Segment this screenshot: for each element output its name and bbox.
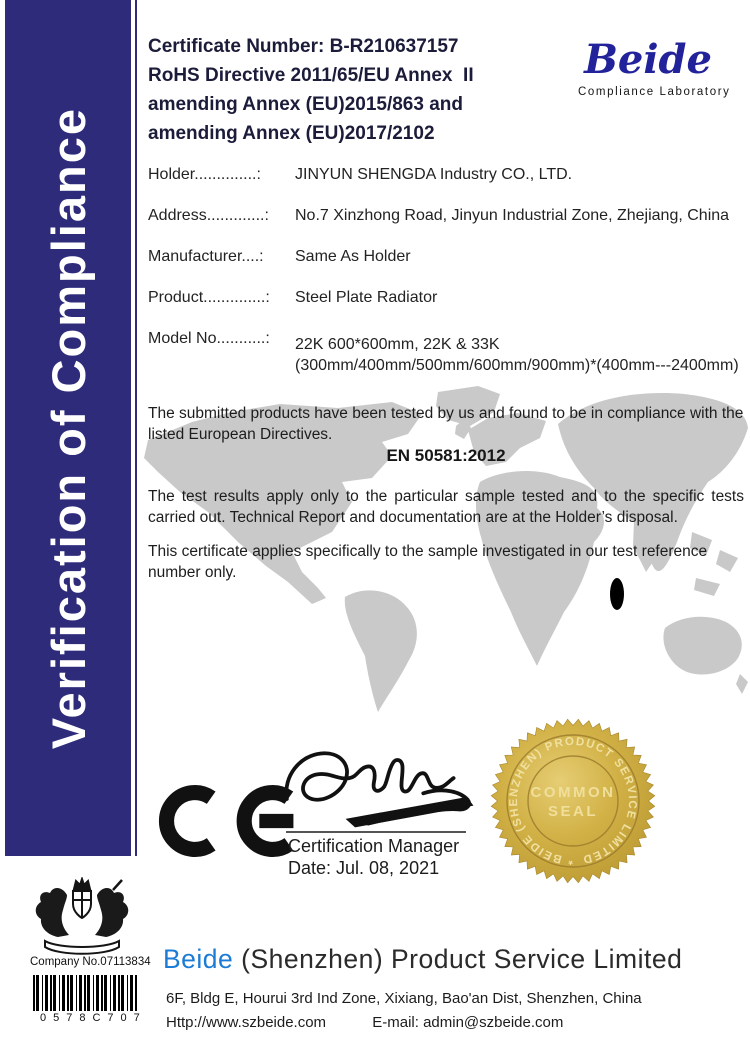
model-value-line-2: (300mm/400mm/500mm/600mm/900mm)*(400mm---2400mm) — [295, 357, 739, 374]
amending-line-2: amending Annex (EU)2017/2102 — [148, 123, 435, 144]
royal-coat-of-arms-icon — [26, 877, 138, 957]
field-row-manufacturer — [148, 248, 744, 289]
certificate-header — [148, 32, 474, 148]
issuer-contacts — [166, 1014, 563, 1031]
address-label: Address.............: — [148, 207, 269, 224]
amending-line-1: amending Annex (EU)2015/863 and — [148, 94, 464, 115]
manufacturer-value: Same As Holder — [295, 248, 411, 265]
manufacturer-label: Manufacturer....: — [148, 248, 264, 265]
model-label: Model No...........: — [148, 330, 270, 347]
certificate-fields — [148, 166, 744, 376]
barcode — [33, 975, 137, 1011]
beide-logo-wordmark: Beide — [584, 36, 712, 83]
beide-logo-tagline: Compliance Laboratory — [578, 86, 731, 98]
banner-title: Verification of Compliance — [41, 106, 95, 750]
barcode-digits: 0578C707 — [40, 1012, 147, 1024]
issuer-email: E-mail: admin@szbeide.com — [372, 1014, 564, 1031]
directive-line: RoHS Directive 2011/65/EU Annex II — [148, 65, 474, 86]
field-row-holder — [148, 166, 744, 207]
seal-center-line-1: COMMON — [530, 784, 616, 801]
certificate-number: Certificate Number: B-R210637157 — [148, 36, 459, 57]
holder-value: JINYUN SHENGDA Industry CO., LTD. — [295, 166, 573, 183]
issuer-company-name — [163, 944, 682, 975]
issuer-address: 6F, Bldg E, Hourui 3rd Ind Zone, Xixiang, Bao'an Dist, Shenzhen, China — [166, 990, 642, 1007]
test-results-statement: The test results apply only to the particular sample tested and to the specific tests carried out. Technical Report and documentation are at the Holder’s disposal. — [148, 488, 744, 526]
signature-line — [286, 831, 466, 833]
common-seal-icon — [488, 716, 658, 886]
vertical-banner — [5, 0, 131, 856]
model-value-line-1: 22K 600*600mm, 22K & 33K — [295, 336, 500, 353]
product-value: Steel Plate Radiator — [295, 289, 438, 306]
banner-divider-line — [135, 0, 137, 856]
field-row-address — [148, 207, 744, 248]
field-row-product — [148, 289, 744, 330]
issuer-website: Http://www.szbeide.com — [166, 1014, 327, 1031]
company-number: Company No.07113834 — [30, 956, 151, 968]
field-row-model — [148, 330, 744, 376]
issuer-name-rest: (Shenzhen) Product Service Limited — [233, 944, 683, 974]
issuer-name-brand: Beide — [163, 944, 234, 974]
signer-role: Certification Manager — [288, 836, 460, 856]
compliance-statement: The submitted products have been tested by us and found to be in compliance with the listed European Directives. — [148, 405, 744, 443]
model-value — [295, 330, 744, 376]
product-label: Product..............: — [148, 289, 270, 306]
certificate-date: Date: Jul. 08, 2021 — [288, 858, 440, 878]
seal-center-line-2: SEAL — [547, 803, 599, 820]
holder-label: Holder..............: — [148, 166, 261, 183]
beide-logo — [578, 36, 731, 98]
address-value: No.7 Xinzhong Road, Jinyun Industrial Zone, Zhejiang, China — [295, 207, 730, 224]
seal-ring-text: * BEIDE (SHENZHEN) PRODUCT SERVICE LIMITED — [507, 735, 639, 867]
standard-reference: EN 50581:2012 — [386, 446, 506, 465]
signature-icon — [278, 744, 488, 834]
certificate-scope-statement: This certificate applies specifically to the sample investigated in our test reference number only. — [148, 543, 708, 581]
